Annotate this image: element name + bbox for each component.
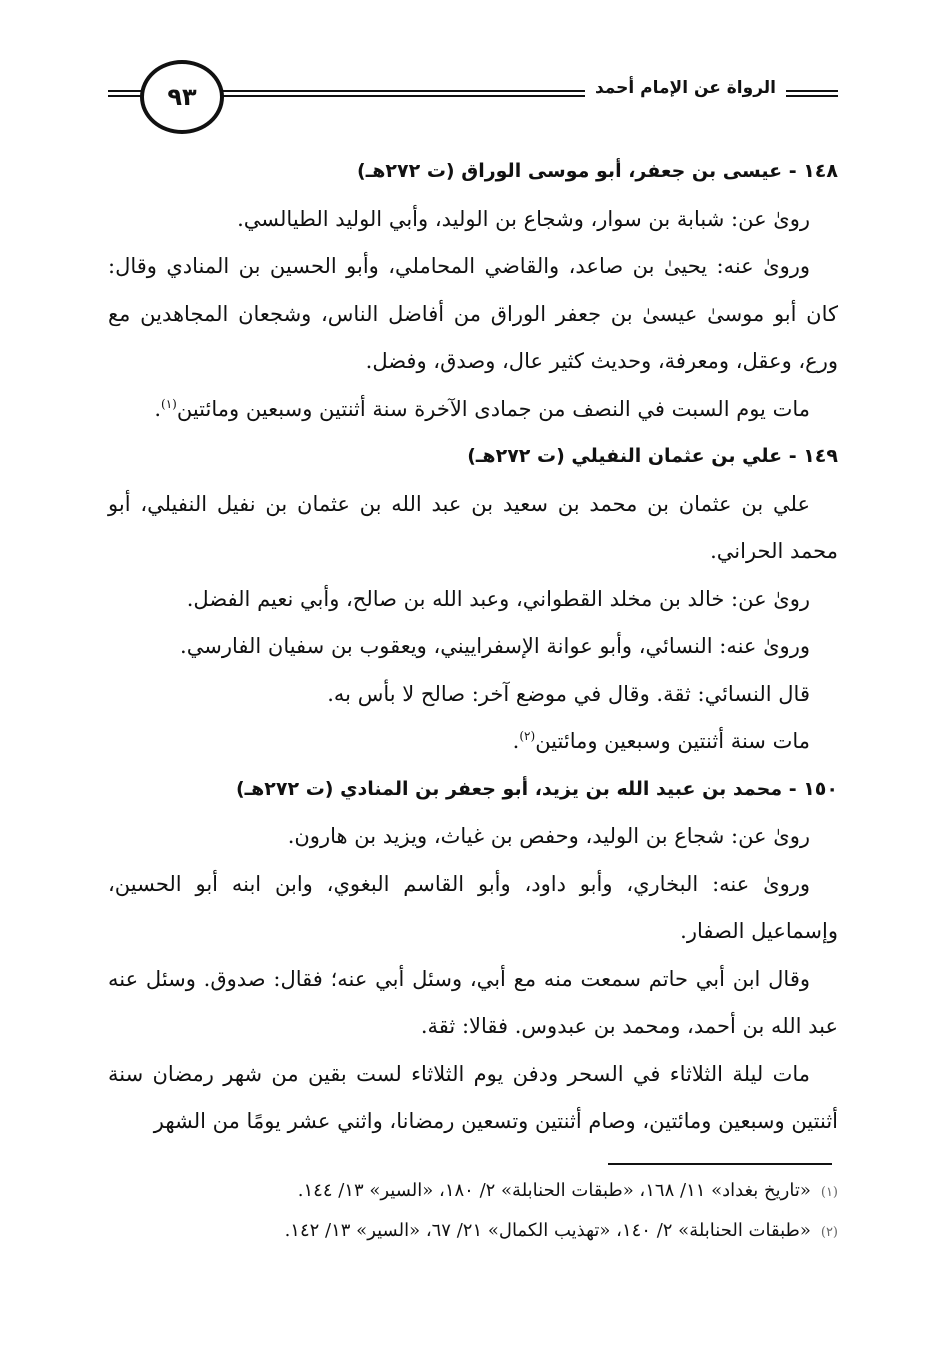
footnote-separator <box>608 1163 832 1165</box>
entry-heading: ١٤٨ - عيسى بن جعفر، أبو موسى الوراق (ت ٢٧٢هـ) <box>357 160 838 182</box>
death-paragraph: مات يوم السبت في النصف من جمادى الآخرة سنة أثنتين وسبعين ومائتين$^{(١)}$. <box>154 396 810 421</box>
page-body <box>108 148 838 1146</box>
paragraph: علي بن عثمان بن محمد بن سعيد بن عبد الله بن عثمان بن نفيل النفيلي، أبو محمد الحراني. <box>108 491 838 563</box>
paragraph: وروىٰ عنه: البخاري، وأبو داود، وأبو القاسم البغوي، وابن ابنه أبو الحسين، وإسماعيل الصفار. <box>108 871 838 943</box>
running-title: الرواة عن الإمام أحمد <box>585 78 786 98</box>
paragraph: وروىٰ عنه: يحيىٰ بن صاعد، والقاضي المحاملي، وأبو الحسين بن المنادي وقال: كان أبو موسىٰ عيسىٰ بن جعفر الوراق من أفاضل الناس، وشجعان المجاهدين مع ورع، وعقل، ومعرفة، وحديث كثير عال، وصدق، وفضل. <box>108 254 838 373</box>
page-header <box>108 52 838 138</box>
death-text: مات يوم السبت في النصف من جمادى الآخرة سنة أثنتين وسبعين ومائتين <box>176 396 810 421</box>
footnotes <box>108 1172 838 1252</box>
paragraph: قال النسائي: ثقة. وقال في موضع آخر: صالح لا بأس به. <box>327 681 810 706</box>
footnote <box>108 1172 838 1212</box>
footnote-text: «طبقات الحنابلة» ٢/ ١٤٠، «تهذيب الكمال» ٢١/ ٦٧، «السير» ١٣/ ١٤٢. <box>284 1220 811 1241</box>
paragraph: وروىٰ عنه: النسائي، وأبو عوانة الإسفراييني، ويعقوب بن سفيان الفارسي. <box>180 634 810 658</box>
death-text: مات سنة أثنتين وسبعين ومائتين <box>535 729 810 753</box>
footnote-text: «تاريخ بغداد» ١١/ ١٦٨، «طبقات الحنابلة» ٢/ ١٨٠، «السير» ١٣/ ١٤٤. <box>297 1180 811 1201</box>
entry-heading: ١٥٠ - محمد بن عبيد الله بن يزيد، أبو جعفر بن المنادي (ت ٢٧٢هـ) <box>235 777 838 800</box>
paragraph: مات ليلة الثلاثاء في السحر ودفن يوم الثلاثاء لست بقين من شهر رمضان سنة أثنتين وسبعين ومائتين، وصام أثنتين وتسعين رمضانا، واثني عشر يومًا من الشهر <box>108 1061 838 1133</box>
footnote-ref[interactable]: (١) <box>161 396 177 411</box>
entry-heading: ١٤٩ - علي بن عثمان النفيلي (ت ٢٧٢هـ) <box>467 445 838 467</box>
page-number: ٩٣ <box>140 60 224 134</box>
footnote <box>108 1212 838 1252</box>
paragraph: رویٰ عن: خالد بن مخلد القطواني، وعبد الله بن صالح، وأبي نعيم الفضل. <box>186 586 810 611</box>
paragraph: وقال ابن أبي حاتم سمعت منه مع أبي، وسئل أبي عنه؛ فقال: صدوق. وسئل عنه عبد الله بن أحمد، ومحمد بن عبدوس. فقالا: ثقة. <box>108 966 838 1038</box>
footnote-ref[interactable]: (٢) <box>519 729 536 743</box>
footnote-marker: (٢) <box>820 1225 838 1240</box>
footnote-marker: (١) <box>820 1185 838 1200</box>
paragraph: رویٰ عن: شجاع بن الوليد، وحفص بن غياث، ويزيد بن هارون. <box>287 824 810 848</box>
death-paragraph: مات سنة أثنتين وسبعين ومائتين$^{(٢)}$. <box>512 729 810 753</box>
paragraph: رویٰ عن: شبابة بن سوار، وشجاع بن الوليد، وأبي الوليد الطيالسي. <box>237 206 810 231</box>
